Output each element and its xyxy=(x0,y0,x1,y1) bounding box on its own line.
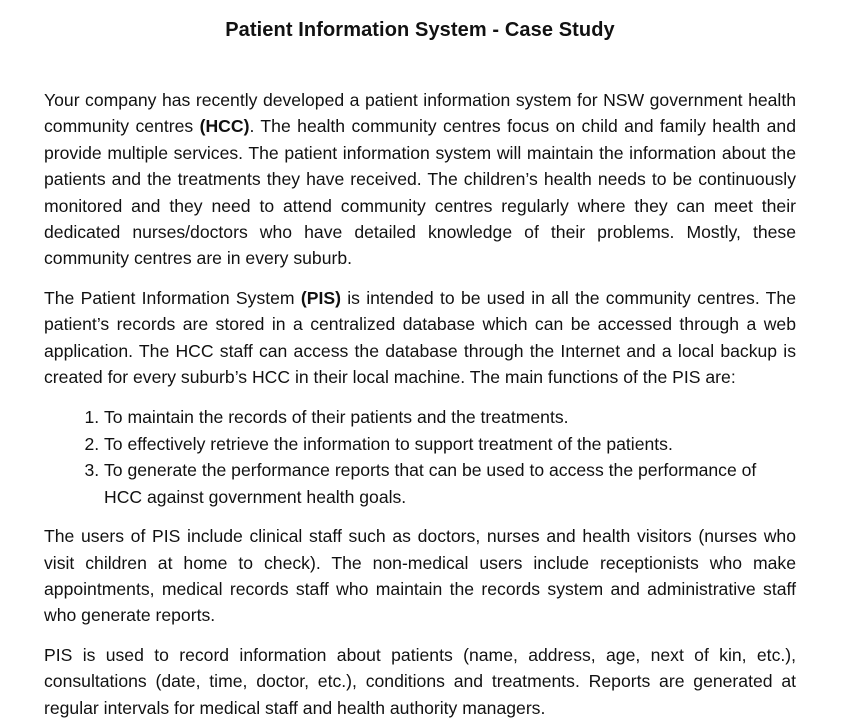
functions-list xyxy=(44,404,796,510)
list-item: 1. To maintain the records of their patients and the treatments. xyxy=(104,404,796,430)
intro-text-start: Your company has recently developed a patient information system for NSW government health community centres xyxy=(44,90,796,137)
list-item: 3. To generate the performance reports that can be used to access the performance of HCC against government health goals. xyxy=(104,457,796,510)
users-paragraph: The users of PIS include clinical staff such as doctors, nurses and health visitors (nurses who visit children at home to check). The non-medical users include receptionists who make appointments, medical records staff who maintain the records system and administrative staff who generate reports. xyxy=(44,526,796,626)
document-body xyxy=(44,87,796,720)
hcc-abbreviation: (HCC) xyxy=(199,116,250,137)
intro-paragraph xyxy=(44,87,796,272)
list-item: 2. To effectively retrieve the information to support treatment of the patients. xyxy=(104,431,796,457)
pis-text-start: The Patient Information System xyxy=(44,287,301,308)
document-title: Patient Information System - Case Study xyxy=(225,19,615,41)
pis-text-end: is intended to be used in all the community centres. The patient’s records are stored in a centralized database which can be accessed through a web application. The HCC staff can access the database through the Internet and a local backup is created for every suburb’s HCC in their local machine. The main functions of the PIS are: xyxy=(44,287,796,388)
records-paragraph: PIS is used to record information about patients (name, address, age, next of kin, etc.), consultations (date, time, doctor, etc.), conditions and treatments. Reports are generated at regular intervals for medical staff and health authority managers. xyxy=(44,644,796,718)
pis-abbreviation: (PIS) xyxy=(300,287,341,308)
intro-text-end: . The health community centres focus on child and family health and provide multiple services. The patient information system will maintain the information about the patients and the treatments they have received. The children’s health needs to be continuously monitored and they need to attend community centres regularly where they can meet their dedicated nurses/doctors who have detailed knowledge of their problems. Mostly, these community centres are in every suburb. xyxy=(44,116,796,269)
pis-paragraph xyxy=(44,285,796,391)
